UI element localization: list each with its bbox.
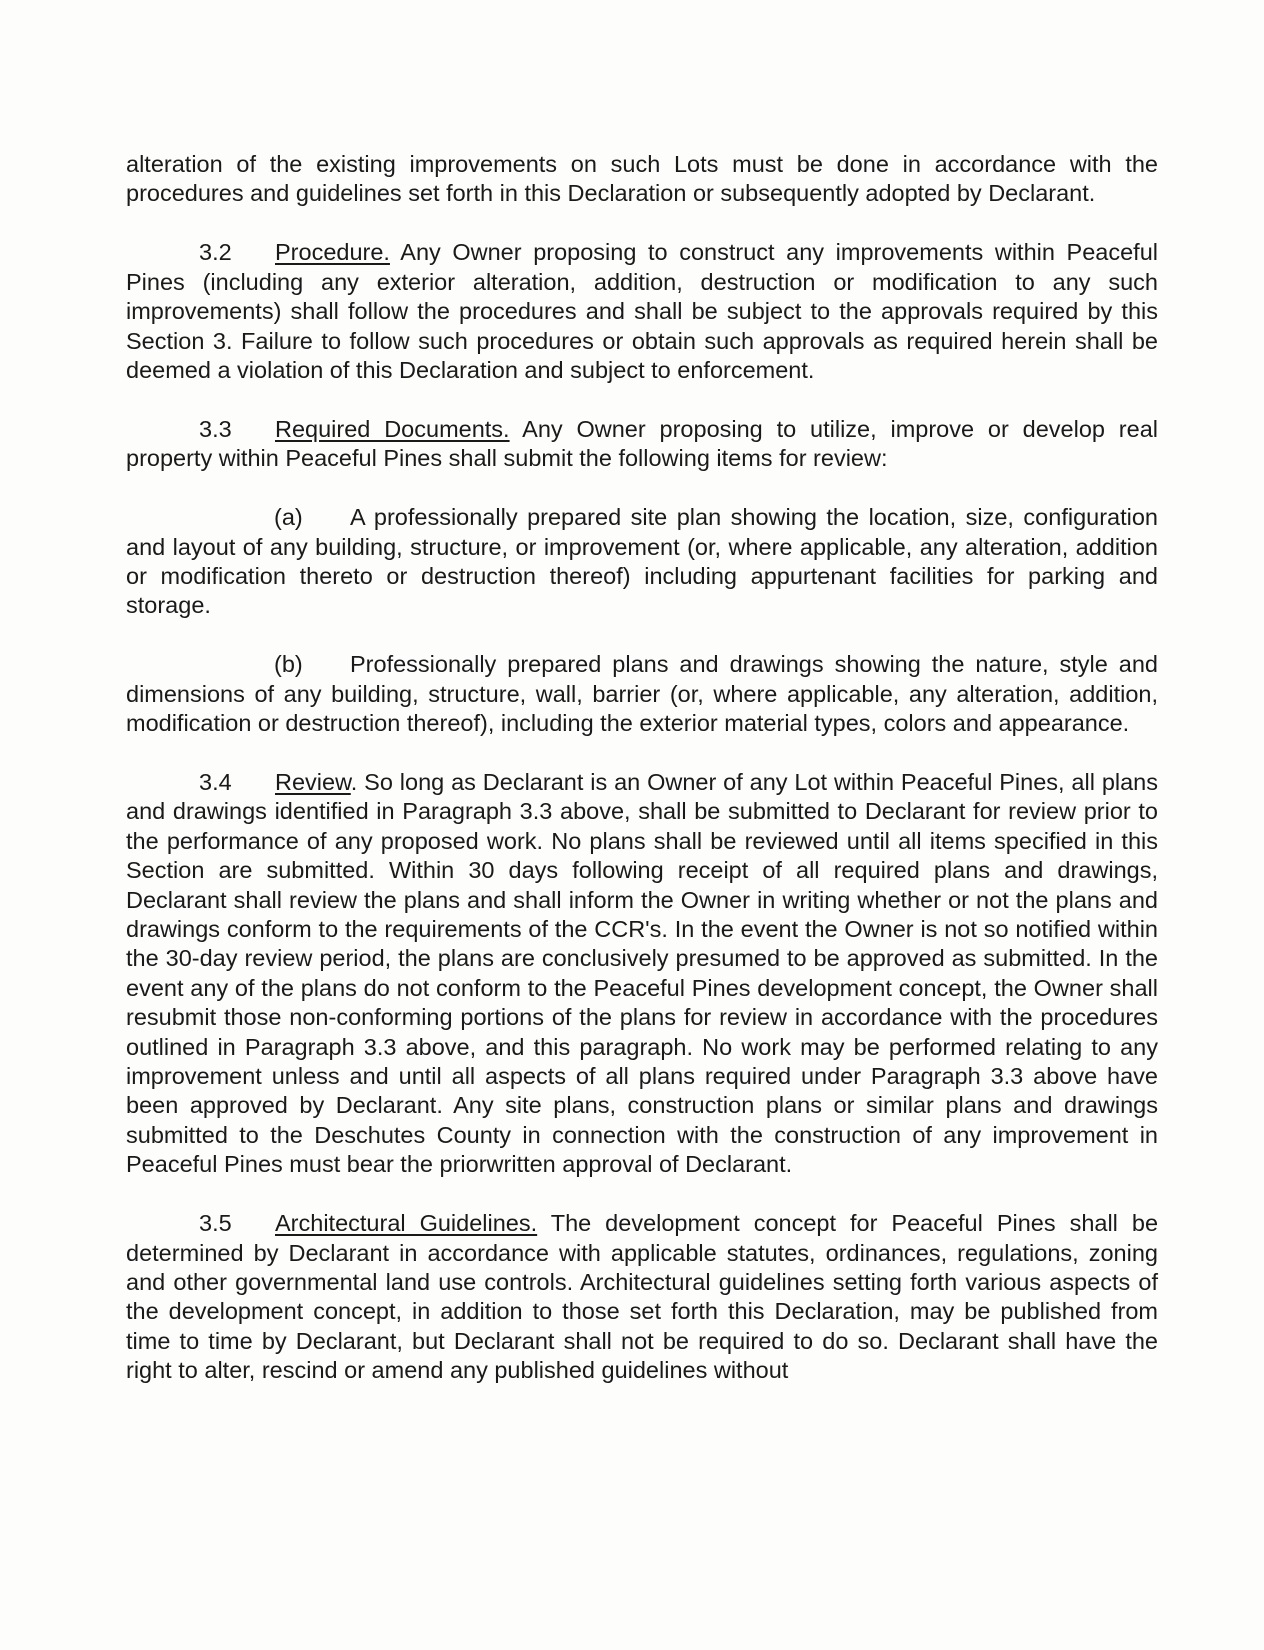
section-heading: Review	[275, 769, 351, 795]
section-heading: Procedure.	[275, 239, 390, 266]
item-label: (a)	[274, 504, 303, 531]
section-number: 3.3	[199, 415, 232, 442]
section-text: Any Owner proposing to construct any improvements within Peaceful Pines (including any exterior alteration, addition, destruction or modification to any such improvements) shall follow the procedures and shall be subject to the approvals required by this Section 3. Failure to follow such procedures or obtain such approvals as required herein shall be deemed a violation of this Declaration and subject to enforcement.	[126, 239, 1158, 383]
section-3-5	[126, 1209, 1158, 1385]
section-number: 3.4	[199, 769, 232, 795]
section-heading: Architectural Guidelines.	[275, 1210, 538, 1237]
item-label: (b)	[274, 651, 303, 678]
section-3-4	[126, 768, 1158, 1180]
section-3-2	[126, 238, 1158, 385]
section-heading-suffix: .	[350, 769, 358, 795]
section-3-3-item-a	[126, 503, 1158, 621]
section-number: 3.2	[199, 239, 232, 266]
section-text: Any Owner proposing to utilize, improve or develop real property within Peaceful Pines shall submit the following items for review:	[126, 415, 1158, 472]
section-heading: Required Documents.	[275, 415, 510, 442]
item-text: Professionally prepared plans and drawings showing the nature, style and dimensions of any building, structure, wall, barrier (or, where applicable, any alteration, addition, modification or destruction thereof), including the exterior material types, colors and appearance.	[126, 651, 1158, 737]
intro-text: alteration of the existing improvements on such Lots must be done in accordance with the procedures and guidelines set forth in this Declaration or subsequently adopted by Declarant.	[126, 151, 1158, 207]
section-3-3	[126, 415, 1158, 474]
document-body	[126, 150, 1158, 1415]
section-3-3-item-b	[126, 650, 1158, 738]
section-text: The development concept for Peaceful Pines shall be determined by Declarant in accordance with applicable statutes, ordinances, regulations, zoning and other governmental land use controls. Architectural guidelines setting forth various aspects of the development concept, in addition to those set forth this Declaration, may be published from time to time by Declarant, but Declarant shall not be required to do so. Declarant shall have the right to alter, rescind or amend any published guidelines without	[126, 1210, 1159, 1384]
section-number: 3.5	[199, 1210, 232, 1237]
intro-paragraph	[126, 150, 1158, 209]
item-text: A professionally prepared site plan showing the location, size, configuration and layout of any building, structure, or improvement (or, where applicable, any alteration, addition or modification thereto or destruction thereof) including appurtenant facilities for parking and storage.	[126, 504, 1158, 619]
section-text: So long as Declarant is an Owner of any Lot within Peaceful Pines, all plans and drawings identified in Paragraph 3.3 above, shall be submitted to Declarant for review prior to the performance of any proposed work. No plans shall be reviewed until all items specified in this Section are submitted. Within 30 days following receipt of all required plans and drawings, Declarant shall review the plans and shall inform the Owner in writing whether or not the plans and drawings conform to the requirements of the CCR's. In the event the Owner is not so notified within the 30-day review period, the plans are conclusively presumed to be approved as submitted. In the event any of the plans do not conform to the Peaceful Pines development concept, the Owner shall resubmit those non-conforming portions of the plans for review in accordance with the procedures outlined in Paragraph 3.3 above, and this paragraph. No work may be performed relating to any improvement unless and until all aspects of all plans required under Paragraph 3.3 above have been approved by Declarant. Any site plans, construction plans or similar plans and drawings submitted to the Deschutes County in connection with the construction of any improvement in Peaceful Pines must bear the priorwritten approval of Declarant.	[126, 769, 1158, 1178]
